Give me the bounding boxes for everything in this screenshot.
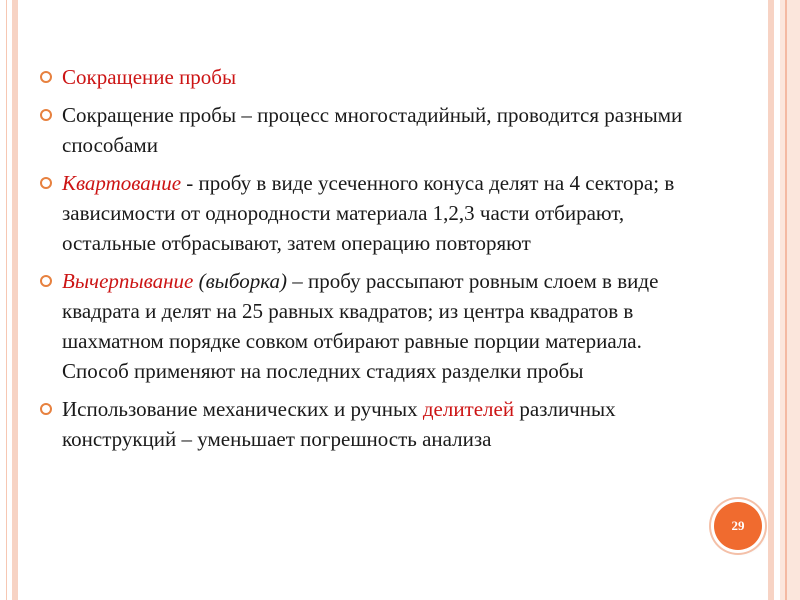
bullet-text: Сокращение пробы (62, 65, 237, 89)
bullet-item-dividers (40, 394, 700, 454)
bullet-item-quartering (40, 168, 700, 258)
bullet-text-after: различных конструкций – уменьшает погрешность анализа (62, 397, 616, 451)
term-quartering: Квартование (62, 171, 182, 195)
term-scooping: Вычерпывание (62, 269, 194, 293)
left-border-stripe (12, 0, 18, 600)
bullet-item-scooping (40, 266, 700, 386)
bullet-item-title (40, 62, 700, 92)
right-border-stripe (768, 0, 774, 600)
bullet-icon (40, 177, 52, 189)
right-border-line (785, 0, 787, 600)
bullet-text: Сокращение пробы – процесс многостадийный, проводится разными способами (62, 103, 683, 157)
bullet-text-before: Использование механических и ручных (62, 397, 423, 421)
slide-body (40, 62, 700, 462)
term-scooping-extra: (выборка) – (193, 269, 303, 293)
bullet-icon (40, 71, 52, 83)
right-border-band (780, 0, 800, 600)
bullet-icon (40, 109, 52, 121)
term-dividers: делителей (422, 397, 515, 421)
bullet-icon (40, 275, 52, 287)
page-number-badge: 29 (714, 502, 762, 550)
bullet-text: - пробу в виде усеченного конуса делят на 4 сектора; в зависимости от однородности материала 1,2,3 части отбирают, остальные отбрасывают, затем операцию повторяют (62, 171, 675, 255)
bullet-text: пробу рассыпают ровным слоем в виде квадрата и делят на 25 равных квадратов; из центра квадратов в шахматном порядке совком отбирают равные порции материала. Способ применяют на последних стадиях разделки пробы (62, 269, 659, 383)
bullet-item-process (40, 100, 700, 160)
bullet-icon (40, 403, 52, 415)
left-border-line (6, 0, 7, 600)
